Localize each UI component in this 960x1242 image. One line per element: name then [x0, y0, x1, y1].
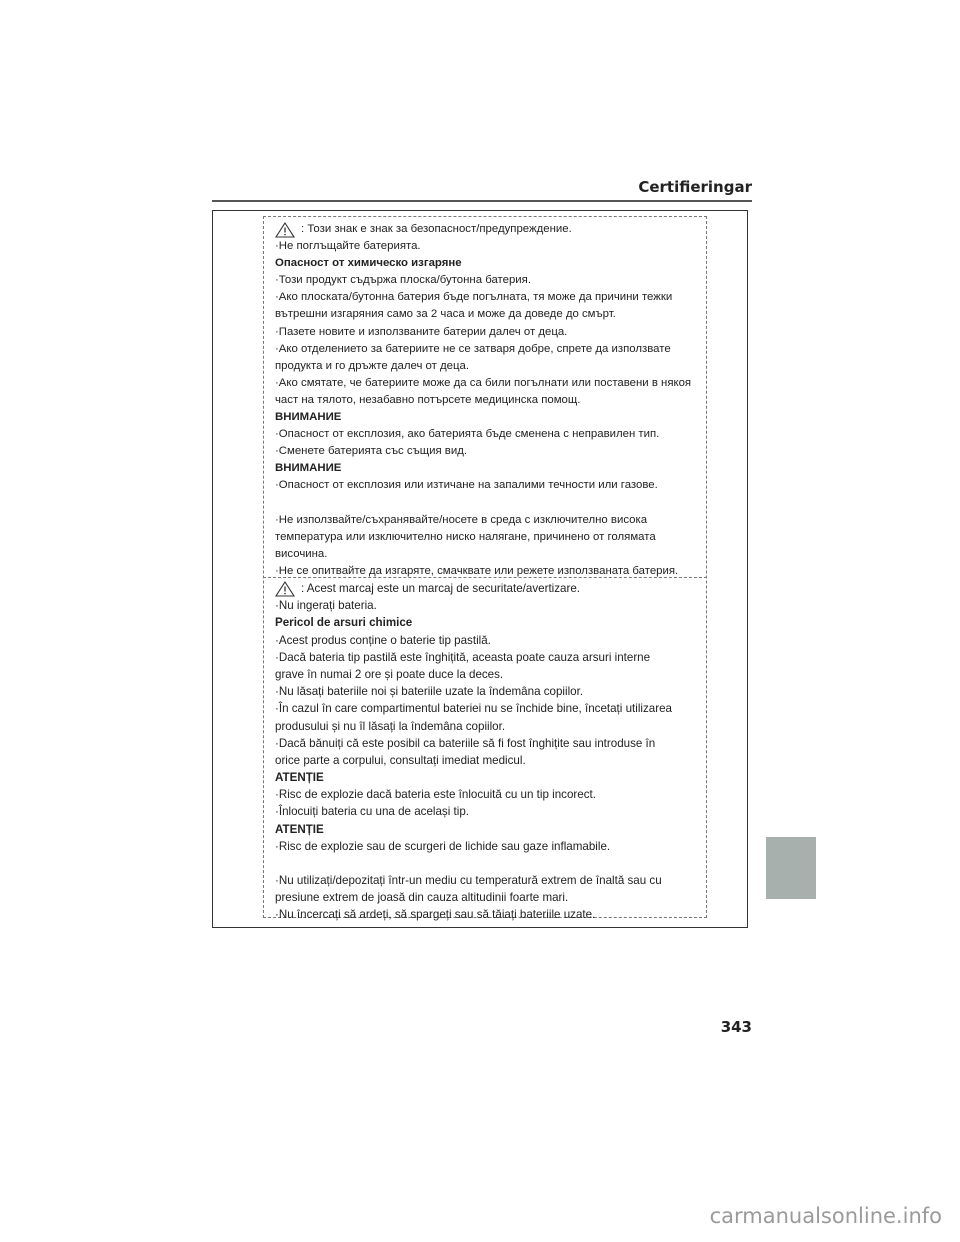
notice-line: температура или изключително ниско налягане, причинено от голямата: [275, 530, 656, 543]
warning-text-bg: : Този знак е знак за безопасност/предупреждение.: [301, 223, 572, 235]
notice-line: ·Пазете новите и използваните батерии далеч от деца.: [275, 325, 568, 338]
notice-line: ·Risc de explozie dacă bateria este înlocuită cu un tip incorect.: [275, 788, 596, 802]
warning-line-ro: [275, 580, 705, 597]
notice-line: ·Не поглъщайте батерията.: [275, 240, 421, 253]
warning-text-ro: : Acest marcaj este un marcaj de securitate/avertizare.: [301, 582, 581, 595]
notice-heading: ВНИМАНИЕ: [275, 462, 342, 475]
notice-line: ·Înlocuiți bateria cu una de același tip.: [275, 805, 469, 819]
notice-line: ·Risc de explozie sau de scurgeri de lichide sau gaze inflamabile.: [275, 839, 611, 853]
notice-romanian: [275, 580, 705, 924]
notice-line: продукта и го дръжте далеч от деца.: [275, 359, 470, 372]
notice-line: presiune extrem de joasă din cauza altitudinii foarte mari.: [275, 891, 569, 905]
notice-line: ·Nu ingerați bateria.: [275, 599, 377, 613]
warning-triangle-icon: [275, 222, 295, 238]
notice-spacer: [275, 855, 705, 872]
notice-heading: ВНИМАНИЕ: [275, 411, 342, 424]
notice-bulgarian: [275, 221, 705, 580]
notice-line: ·În cazul în care compartimentul bateriei nu se închide bine, încetați utilizarea: [275, 702, 672, 716]
notice-line: ·Ако смятате, че батериите може да са били погълнати или поставени в някоя: [275, 376, 692, 389]
notice-line: ·Dacă bateria tip pastilă este înghițită, aceasta poate cauza arsuri interne: [275, 650, 651, 664]
notice-line: ·Dacă bănuiți că este posibil ca bateriile să fi fost înghițite sau introduse în: [275, 736, 656, 750]
notice-line: ·Опасност от експлозия или изтичане на запалими течности или газове.: [275, 479, 658, 492]
notice-heading: ATENȚIE: [275, 822, 324, 836]
notice-line: ·Не използвайте/съхранявайте/носете в среда с изключително висока: [275, 513, 648, 526]
warning-triangle-icon: [275, 581, 295, 597]
notice-lines-bg: [275, 238, 705, 580]
chapter-tab: [766, 837, 816, 899]
notice-line: вътрешни изгаряния само за 2 часа и може да доведе до смърт.: [275, 308, 616, 321]
notice-lines-ro: [275, 597, 705, 923]
notice-line: ·Ако плоската/бутонна батерия бъде погълната, тя може да причини тежки: [275, 291, 673, 304]
notice-line: orice parte a corpului, consultați imediat medicul.: [275, 753, 526, 767]
notice-line: ·Acest produs conține o baterie tip pastilă.: [275, 633, 491, 647]
notice-line: ·Nu încercați să ardeți, să spargeți sau să tăiați bateriile uzate.: [275, 908, 596, 922]
notice-spacer: [275, 495, 705, 512]
notice-heading: ATENȚIE: [275, 771, 324, 785]
notice-line: ·Не се опитвайте да изгаряте, смачквате или режете използваната батерия.: [275, 564, 679, 577]
notice-line: ·Опасност от експлозия, ако батерията бъде сменена с неправилен тип.: [275, 428, 660, 441]
notice-line: ·Този продукт съдържа плоска/бутонна батерия.: [275, 274, 532, 287]
page-number: 343: [720, 1018, 752, 1036]
section-title: Certifieringar: [638, 178, 752, 196]
notice-line: grave în numai 2 ore și poate duce la deces.: [275, 667, 504, 681]
watermark: carmanualsonline.info: [709, 1204, 942, 1228]
notice-line: височина.: [275, 547, 328, 560]
notice-heading: Pericol de arsuri chimice: [275, 616, 413, 630]
notice-line: ·Nu utilizați/depozitați într-un mediu cu temperatură extrem de înaltă sau cu: [275, 874, 662, 887]
notice-line: ·Nu lăsați bateriile noi și bateriile uzate la îndemâna copiilor.: [275, 685, 584, 699]
notice-line: ·Сменете батерията със същия вид.: [275, 445, 468, 458]
warning-line-bg: [275, 221, 705, 238]
notice-line: част на тялото, незабавно потърсете медицинска помощ.: [275, 393, 581, 406]
notice-heading: Опасност от химическо изгаряне: [275, 257, 462, 270]
header-rule: [212, 200, 752, 202]
notice-line: produsului și nu îl lăsați la îndemâna copiilor.: [275, 719, 506, 733]
notice-line: ·Ако отделението за батериите не се затваря добре, спрете да използвате: [275, 342, 671, 355]
